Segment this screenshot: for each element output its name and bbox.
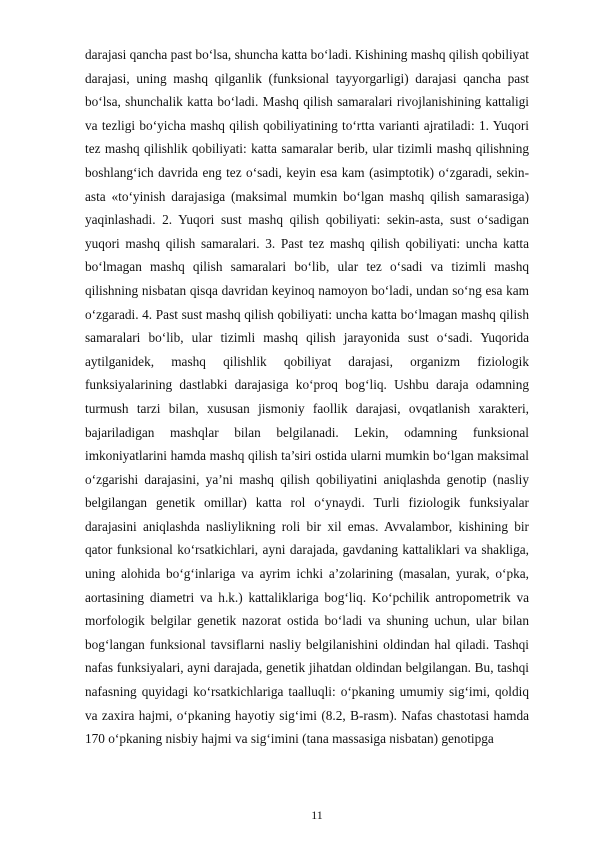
document-page (85, 0, 529, 842)
page-number: 11 (311, 808, 323, 822)
body-paragraph: darajasi qancha past bo‘lsa, shuncha katta bo‘ladi. Kishining mashq qilish qobiliyat darajasi, uning mashq qilganlik (funksional tayyorgarligi) darajasi qancha past bo‘lsa, shunchalik katta bo‘ladi. Mashq qilish samaralari rivojlanishining kattaligi va tezligi bo‘yicha mashq qilish qobiliyatining to‘rtta varianti ajratiladi: 1. Yuqori tez mashq qilishlik qobiliyati: katta samaralar berib, ular tizimli mashq qilishning boshlang‘ich davrida eng tez o‘sadi, keyin esa kam (asimptotik) o‘zgaradi, sekin-asta «to‘yinish darajasiga (maksimal mumkin bo‘lgan mashq qilish samarasiga) yaqinlashadi. 2. Yuqori sust mashq qilish qobiliyati: sekin-asta, sust o‘sadigan yuqori mashq qilish samaralari. 3. Past tez mashq qilish qobiliyati: uncha katta bo‘lmagan mashq qilish samaralari bo‘lib, ular tez o‘sadi va tizimli mashq qilishning nisbatan qisqa davridan keyinoq namoyon bo‘ladi, undan so‘ng esa kam o‘zgaradi. 4. Past sust mashq qilish qobiliyati: uncha katta bo‘lmagan mashq qilish samaralari bo‘lib, ular tizimli mashq qilish jarayonida sust o‘sadi. Yuqorida aytilganidek, mashq qilishlik qobiliyat darajasi, organizm fiziologik funksiyalarining dastlabki darajasiga ko‘proq bog‘liq. Ushbu daraja odamning turmush tarzi bilan, xususan jismoniy faollik darajasi, ovqatlanish xarakteri, bajariladigan mashqlar bilan belgilanadi. Lekin, odamning funksional imkoniyatlarini hamda mashq qilish ta’siri ostida ularni mumkin bo‘lgan maksimal o‘zgarishi darajasini, ya’ni mashq qilish qobiliyatini aniqlashda genotip (nasliy belgilangan genetik omillar) katta rol o‘ynaydi. Turli fiziologik funksiyalar darajasini aniqlashda nasliylikning roli bir xil emas. Avvalambor, kishining bir qator funksional ko‘rsatkichlari, ayni darajada, gavdaning kattaliklari va shakliga, uning alohida bo‘g‘inlariga va ayrim ichki a’zolarining (masalan, yurak, o‘pka, aortasining diametri va h.k.) kattaliklariga bog‘liq. Ko‘pchilik antropometrik va morfologik belgilar genetik nazorat ostida bo‘ladi va shuning uchun, ular bilan bog‘langan funksional tavsiflarni nasliy belgilanishini oldindan hal qiladi. Tashqi nafas funksiyalari, ayni darajada, genetik jihatdan oldindan belgilangan. Bu, tashqi nafasning quyidagi ko‘rsatkichlariga taalluqli: o‘pkaning umumiy sig‘imi, qoldiq va zaxira hajmi, o‘pkaning hayotiy sig‘imi (8.2, B-rasm). Nafas chastotasi hamda 170 o‘pkaning nisbiy hajmi va sig‘imini (tana massasiga nisbatan) genotipga (85, 47, 529, 747)
